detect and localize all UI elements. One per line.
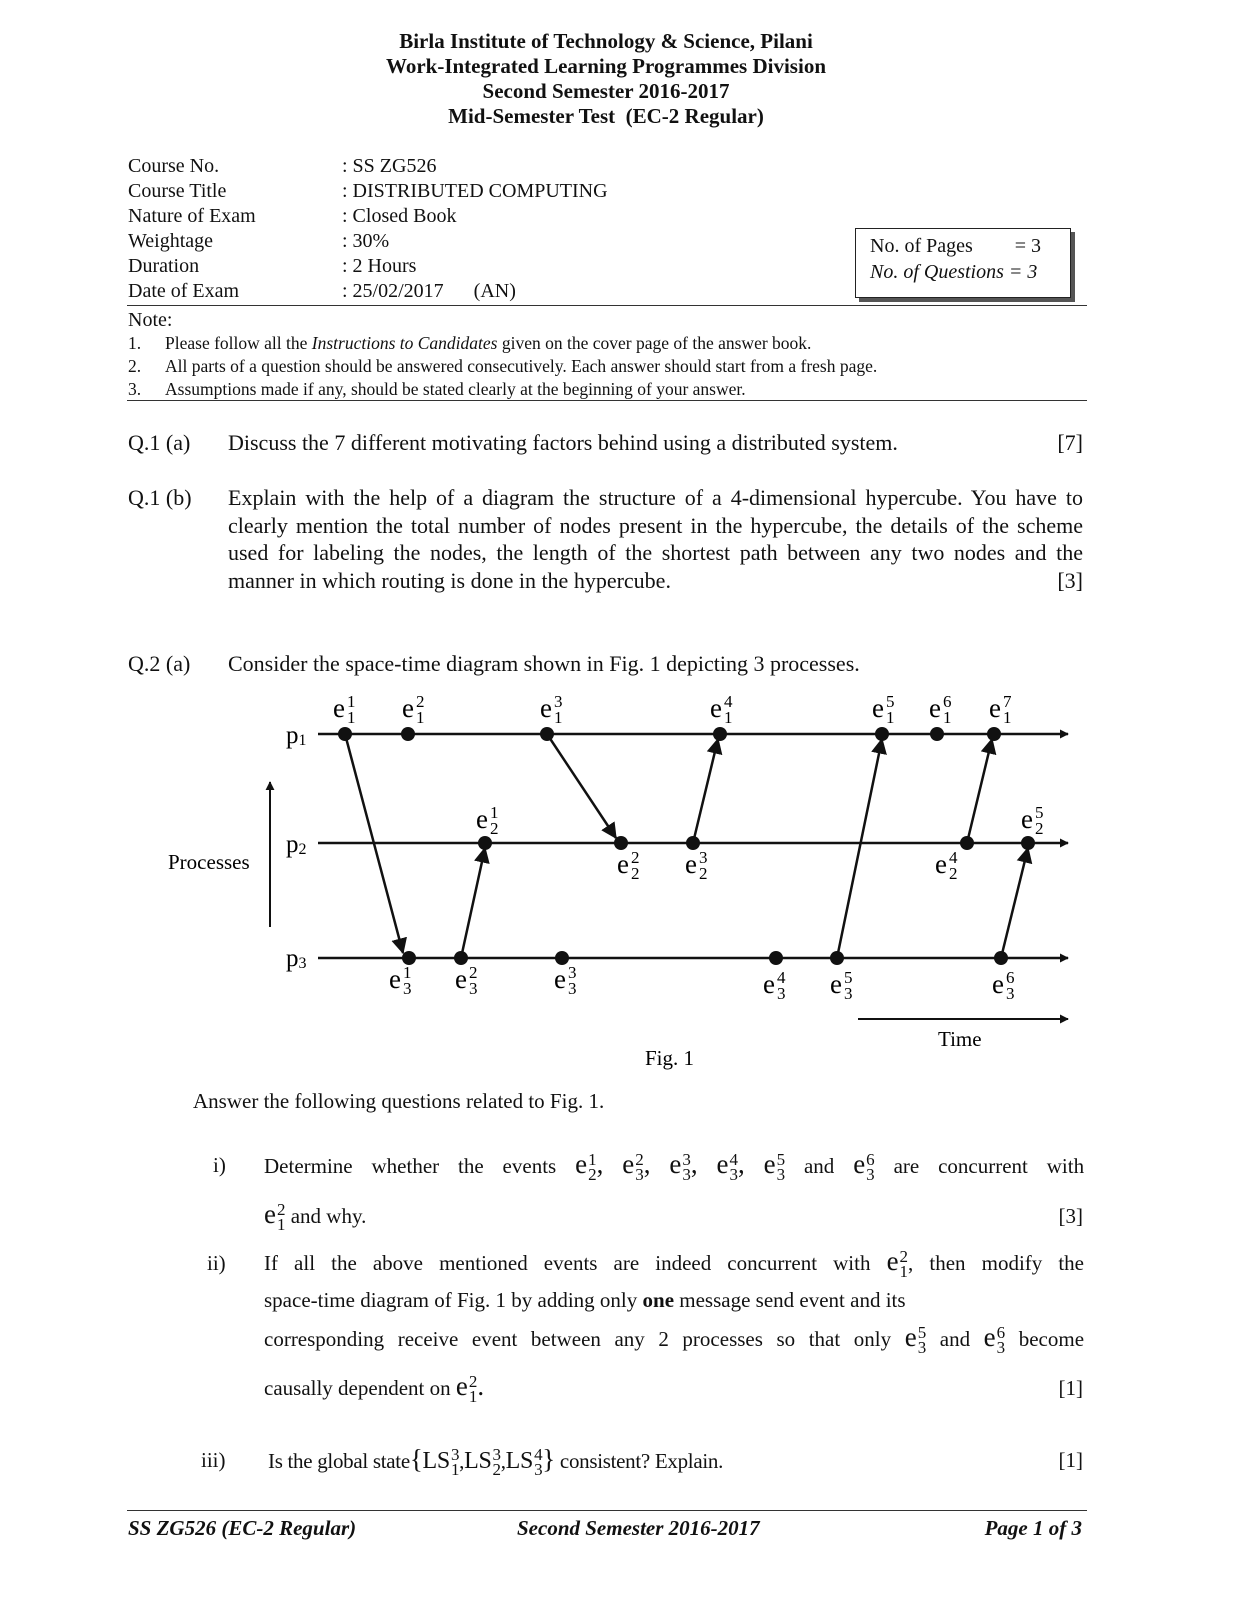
q1a-label: Q.1 (a) — [128, 430, 191, 455]
meta-value-weightage: : 30% — [342, 230, 390, 252]
processes-axis-label: Processes — [168, 850, 250, 874]
figure-caption: Fig. 1 — [645, 1046, 695, 1070]
svg-text:e: e — [685, 849, 697, 879]
event-dot — [338, 727, 352, 741]
svg-text:1: 1 — [724, 708, 733, 727]
q1b-text: Explain with the help of a diagram the structure of a 4-dimensional hypercube. You have to clearly mention the total number of nodes present in the hypercube, the details of the scheme used for labeling the nodes, the length of the shortest path between any two nodes and the manner in which routing is done in the hypercube. — [228, 485, 1083, 593]
svg-text:1: 1 — [403, 963, 412, 982]
process-label-p2: p2 — [286, 831, 307, 858]
semester-title: Second Semester 2016-2017 — [482, 79, 730, 103]
event-e3-5: e 5 3 — [904, 1322, 927, 1357]
message-e24-e17 — [967, 739, 992, 843]
event-dot — [994, 951, 1008, 965]
event-labels-p3 — [389, 963, 1015, 1003]
svg-text:2: 2 — [631, 864, 640, 883]
subq-i-marks: [3] — [1058, 1204, 1083, 1228]
subq-ii-line1: If all the above mentioned events are indeed concurrent with e 2 1 , then modify the — [264, 1246, 1084, 1281]
svg-text:5: 5 — [1035, 803, 1044, 822]
message-e13-e22 — [547, 734, 616, 838]
meta-value-date: : 25/02/2017 (AN) — [342, 280, 516, 302]
event-dot — [686, 836, 700, 850]
svg-text:e: e — [935, 849, 947, 879]
event-e1-2: e 2 1 . — [455, 1371, 485, 1406]
time-axis-label: Time — [938, 1027, 982, 1051]
svg-text:3: 3 — [777, 984, 786, 1003]
meta-label-course-title: Course Title — [128, 180, 227, 202]
svg-text:3: 3 — [554, 692, 563, 711]
svg-text:3: 3 — [568, 979, 577, 998]
process-label-p3: p3 — [286, 945, 307, 972]
svg-text:1: 1 — [1003, 708, 1012, 727]
svg-text:6: 6 — [943, 692, 952, 711]
svg-text:e: e — [763, 969, 775, 999]
svg-text:1: 1 — [347, 692, 356, 711]
q1a-marks: [7] — [1057, 430, 1083, 455]
svg-text:3: 3 — [699, 848, 708, 867]
event-dot — [830, 951, 844, 965]
svg-text:1: 1 — [886, 708, 895, 727]
svg-text:4: 4 — [949, 848, 958, 867]
footer-semester: Second Semester 2016-2017 — [517, 1516, 760, 1540]
event-e2-1: e 1 2 , — [575, 1149, 604, 1184]
subq-ii-line4: causally dependent on e 2 1 . — [264, 1371, 485, 1406]
note-item-3: 3. Assumptions made if any, should be stated clearly at the beginning of your answer. — [128, 379, 746, 399]
svg-text:e: e — [830, 969, 842, 999]
svg-text:1: 1 — [416, 708, 425, 727]
message-e32-e21 — [461, 848, 485, 958]
svg-text:e: e — [402, 693, 414, 723]
svg-text:e: e — [872, 693, 884, 723]
svg-text:2: 2 — [1035, 819, 1044, 838]
meta-label-nature: Nature of Exam — [128, 205, 256, 227]
answer-intro: Answer the following questions related to Fig. 1. — [193, 1089, 605, 1113]
footer-course: SS ZG526 (EC-2 Regular) — [128, 1516, 357, 1540]
event-dot — [555, 951, 569, 965]
svg-text:3: 3 — [568, 963, 577, 982]
svg-text:e: e — [992, 969, 1004, 999]
svg-text:e: e — [389, 964, 401, 994]
meta-value-course-title: : DISTRIBUTED COMPUTING — [342, 180, 608, 202]
event-dot — [960, 836, 974, 850]
event-e3-3: e 3 3 , — [669, 1149, 698, 1184]
event-dot — [478, 836, 492, 850]
q1a-text: Discuss the 7 different motivating factors behind using a distributed system. — [228, 430, 898, 455]
local-state-ls1-3: LS 3 1 — [422, 1445, 460, 1480]
pages-value: = 3 — [1014, 235, 1042, 257]
event-dot — [540, 727, 554, 741]
svg-text:e: e — [617, 849, 629, 879]
subq-ii-line3: corresponding receive event between any 2 processes so that only e 5 3 and e 6 3 become — [264, 1322, 1085, 1357]
svg-text:2: 2 — [631, 848, 640, 867]
q2a-text: Consider the space-time diagram shown in Fig. 1 depicting 3 processes. — [228, 651, 860, 676]
svg-text:e: e — [333, 693, 345, 723]
event-dot — [401, 727, 415, 741]
event-dot — [875, 727, 889, 741]
pages-label: No. of Pages — [870, 235, 973, 257]
svg-text:2: 2 — [699, 864, 708, 883]
meta-value-course-no: : SS ZG526 — [342, 155, 437, 177]
event-dot — [1021, 836, 1035, 850]
subq-i-label: i) — [213, 1153, 226, 1177]
svg-text:1: 1 — [943, 708, 952, 727]
event-dot — [454, 951, 468, 965]
subq-iii-label: iii) — [201, 1448, 226, 1472]
svg-text:4: 4 — [777, 968, 786, 987]
svg-text:2: 2 — [469, 963, 478, 982]
subq-i-line1: Determine whether the events e 1 2 , e 2 3 , e 3 3 , e 4 3 , e 5 3 and e 6 3 are concurrent with — [264, 1149, 1085, 1184]
svg-text:4: 4 — [724, 692, 733, 711]
event-e3-5: e 5 3 — [763, 1149, 786, 1184]
svg-text:2: 2 — [490, 819, 499, 838]
svg-text:e: e — [1021, 804, 1033, 834]
institute-title: Birla Institute of Technology & Science, Pilani — [399, 29, 813, 53]
note-item-2: 2. All parts of a question should be answered consecutively. Each answer should start from a fresh page. — [128, 356, 878, 376]
svg-text:1: 1 — [347, 708, 356, 727]
questions-label: No. of Questions — [870, 261, 1004, 283]
local-state-ls2-3: LS 3 2 — [464, 1445, 501, 1480]
q2a-label: Q.2 (a) — [128, 651, 191, 676]
footer-divider — [127, 1510, 1087, 1511]
svg-text:7: 7 — [1003, 692, 1012, 711]
event-labels-p1 — [333, 692, 1012, 727]
svg-text:3: 3 — [403, 979, 412, 998]
svg-text:3: 3 — [469, 979, 478, 998]
event-dot — [713, 727, 727, 741]
svg-text:e: e — [554, 964, 566, 994]
svg-text:1: 1 — [554, 708, 563, 727]
svg-text:3: 3 — [1006, 984, 1015, 1003]
event-dot — [769, 951, 783, 965]
note-title: Note: — [128, 309, 173, 331]
message-e35-e15 — [837, 739, 882, 958]
meta-value-nature: : Closed Book — [342, 205, 457, 227]
svg-text:e: e — [710, 693, 722, 723]
event-e3-6: e 6 3 — [983, 1322, 1006, 1357]
svg-text:e: e — [476, 804, 488, 834]
q1b-marks: [3] — [1057, 568, 1083, 593]
svg-text:e: e — [455, 964, 467, 994]
meta-label-weightage: Weightage — [128, 230, 214, 252]
svg-text:e: e — [540, 693, 552, 723]
process-label-p1: p1 — [286, 722, 307, 749]
meta-label-duration: Duration — [128, 255, 200, 277]
svg-text:2: 2 — [949, 864, 958, 883]
message-e23-e14 — [693, 739, 718, 843]
division-title: Work-Integrated Learning Programmes Division — [386, 54, 826, 78]
svg-text:e: e — [929, 693, 941, 723]
event-e3-4: e 4 3 , — [716, 1149, 745, 1184]
event-dot — [930, 727, 944, 741]
svg-text:2: 2 — [416, 692, 425, 711]
event-dot — [987, 727, 1001, 741]
svg-text:1: 1 — [490, 803, 499, 822]
event-e3-2: e 2 3 , — [622, 1149, 651, 1184]
event-e1-2: e 2 1 — [886, 1246, 909, 1281]
meta-value-duration: : 2 Hours — [342, 255, 417, 277]
test-title: Mid-Semester Test (EC-2 Regular) — [448, 104, 764, 128]
svg-text:6: 6 — [1006, 968, 1015, 987]
q1b-label: Q.1 (b) — [128, 485, 192, 510]
subq-ii-label: ii) — [207, 1251, 226, 1275]
event-dot — [614, 836, 628, 850]
note-item-1: 1. Please follow all the Instructions to Candidates given on the cover page of the answer book. — [128, 333, 812, 353]
svg-text:3: 3 — [844, 984, 853, 1003]
questions-value: = 3 — [1008, 261, 1038, 283]
subq-i-line2: e 2 1 and why. — [264, 1199, 367, 1234]
event-e1-2: e 2 1 — [264, 1199, 286, 1234]
footer-page-number: Page 1 of 3 — [984, 1516, 1082, 1540]
subq-iii-marks: [1] — [1058, 1448, 1083, 1472]
meta-label-date: Date of Exam — [128, 280, 240, 302]
subq-ii-line2: space-time diagram of Fig. 1 by adding only one message send event and its — [264, 1288, 906, 1312]
svg-text:5: 5 — [844, 968, 853, 987]
meta-label-course-no: Course No. — [128, 155, 220, 177]
event-e3-6: e 6 3 — [853, 1149, 875, 1184]
svg-text:e: e — [989, 693, 1001, 723]
local-state-ls3-4: LS 4 3 — [505, 1445, 543, 1480]
svg-text:5: 5 — [886, 692, 895, 711]
message-e36-e25 — [1001, 848, 1028, 958]
subq-ii-marks: [1] — [1058, 1376, 1083, 1400]
subq-iii-line: Is the global state{LS 3 1 ,LS 3 2 ,LS 4 3 } consistent? Explain. — [268, 1444, 724, 1480]
